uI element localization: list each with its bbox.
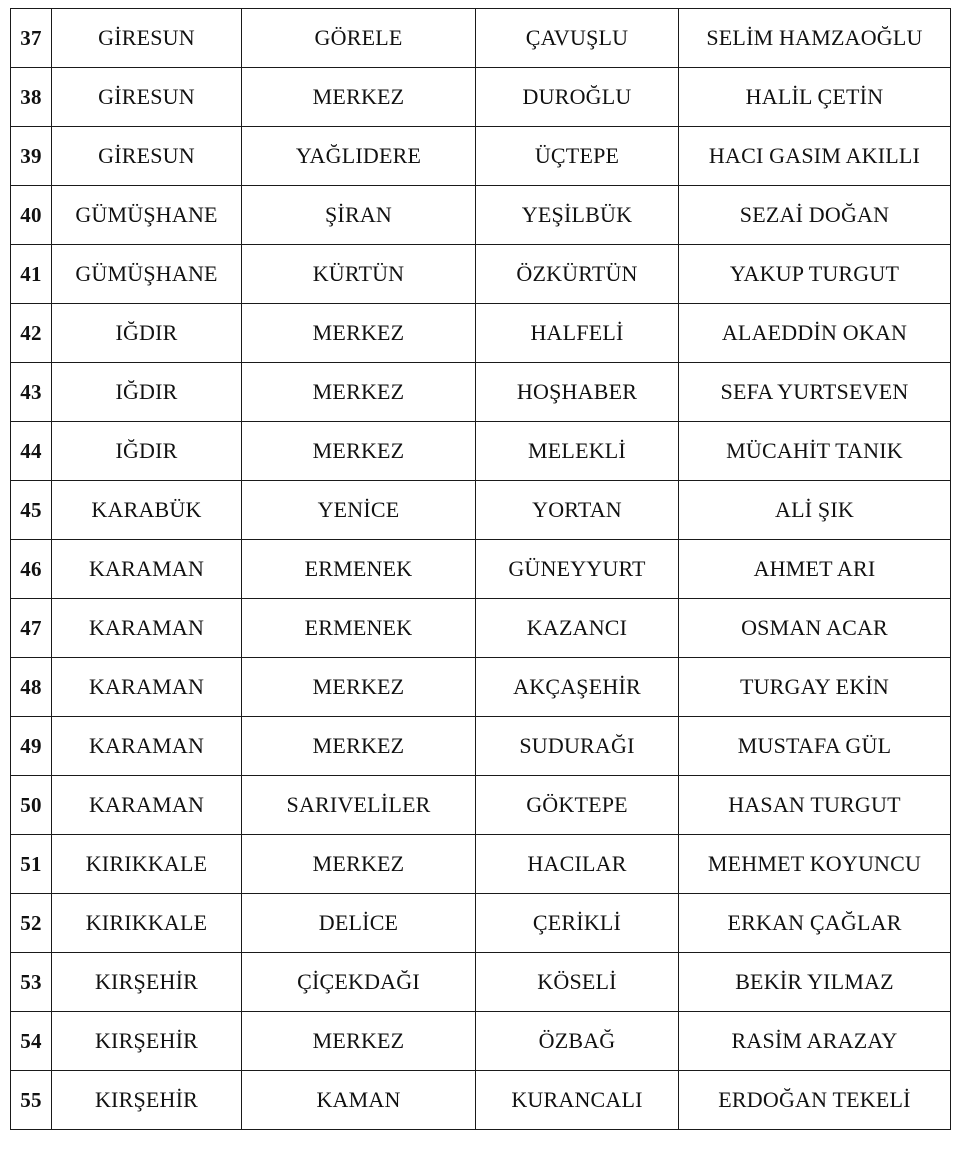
district-cell: YENİCE [242, 481, 476, 540]
table-row [11, 776, 951, 835]
person-name-cell: MÜCAHİT TANIK [679, 422, 951, 481]
person-name-cell: RASİM ARAZAY [679, 1012, 951, 1071]
province-cell: IĞDIR [52, 422, 242, 481]
row-number-cell: 44 [11, 422, 52, 481]
table-row [11, 835, 951, 894]
village-cell: KÖSELİ [476, 953, 679, 1012]
row-number-cell: 53 [11, 953, 52, 1012]
province-cell: KIRIKKALE [52, 894, 242, 953]
province-cell: GİRESUN [52, 127, 242, 186]
district-cell: YAĞLIDERE [242, 127, 476, 186]
district-cell: MERKEZ [242, 68, 476, 127]
person-name-cell: HACI GASIM AKILLI [679, 127, 951, 186]
person-name-cell: ERDOĞAN TEKELİ [679, 1071, 951, 1130]
table-row [11, 540, 951, 599]
person-name-cell: SELİM HAMZAOĞLU [679, 9, 951, 68]
person-name-cell: BEKİR YILMAZ [679, 953, 951, 1012]
person-name-cell: HALİL ÇETİN [679, 68, 951, 127]
province-cell: KARAMAN [52, 540, 242, 599]
person-name-cell: ALİ ŞIK [679, 481, 951, 540]
village-cell: GÖKTEPE [476, 776, 679, 835]
person-name-cell: SEZAİ DOĞAN [679, 186, 951, 245]
row-number-cell: 37 [11, 9, 52, 68]
row-number-cell: 42 [11, 304, 52, 363]
village-cell: YORTAN [476, 481, 679, 540]
person-name-cell: ALAEDDİN OKAN [679, 304, 951, 363]
village-cell: KURANCALI [476, 1071, 679, 1130]
province-cell: KARAMAN [52, 717, 242, 776]
table-row [11, 245, 951, 304]
row-number-cell: 49 [11, 717, 52, 776]
village-cell: ÖZKÜRTÜN [476, 245, 679, 304]
province-cell: GİRESUN [52, 68, 242, 127]
person-name-cell: OSMAN ACAR [679, 599, 951, 658]
table-row [11, 422, 951, 481]
village-cell: GÜNEYYURT [476, 540, 679, 599]
province-cell: KIRŞEHİR [52, 1071, 242, 1130]
village-cell: YEŞİLBÜK [476, 186, 679, 245]
province-cell: GÜMÜŞHANE [52, 245, 242, 304]
row-number-cell: 45 [11, 481, 52, 540]
province-cell: KIRIKKALE [52, 835, 242, 894]
district-cell: MERKEZ [242, 717, 476, 776]
person-name-cell: SEFA YURTSEVEN [679, 363, 951, 422]
row-number-cell: 52 [11, 894, 52, 953]
village-cell: MELEKLİ [476, 422, 679, 481]
village-cell: HACILAR [476, 835, 679, 894]
table-row [11, 304, 951, 363]
district-cell: ERMENEK [242, 540, 476, 599]
district-cell: ERMENEK [242, 599, 476, 658]
village-cell: ÜÇTEPE [476, 127, 679, 186]
district-cell: MERKEZ [242, 835, 476, 894]
table-row [11, 717, 951, 776]
province-cell: KIRŞEHİR [52, 953, 242, 1012]
table-row [11, 599, 951, 658]
table-row [11, 186, 951, 245]
district-cell: GÖRELE [242, 9, 476, 68]
row-number-cell: 51 [11, 835, 52, 894]
province-cell: GÜMÜŞHANE [52, 186, 242, 245]
district-cell: ÇİÇEKDAĞI [242, 953, 476, 1012]
village-cell: HOŞHABER [476, 363, 679, 422]
province-cell: KARAMAN [52, 776, 242, 835]
province-cell: GİRESUN [52, 9, 242, 68]
table-row [11, 363, 951, 422]
table-row [11, 127, 951, 186]
village-cell: ÇAVUŞLU [476, 9, 679, 68]
province-cell: IĞDIR [52, 304, 242, 363]
village-cell: AKÇAŞEHİR [476, 658, 679, 717]
district-cell: MERKEZ [242, 304, 476, 363]
village-cell: ÖZBAĞ [476, 1012, 679, 1071]
person-name-cell: MEHMET KOYUNCU [679, 835, 951, 894]
district-cell: MERKEZ [242, 1012, 476, 1071]
table-row [11, 658, 951, 717]
person-name-cell: MUSTAFA GÜL [679, 717, 951, 776]
district-cell: DELİCE [242, 894, 476, 953]
row-number-cell: 55 [11, 1071, 52, 1130]
row-number-cell: 50 [11, 776, 52, 835]
person-name-cell: HASAN TURGUT [679, 776, 951, 835]
row-number-cell: 48 [11, 658, 52, 717]
row-number-cell: 54 [11, 1012, 52, 1071]
province-cell: KARAMAN [52, 599, 242, 658]
person-name-cell: ERKAN ÇAĞLAR [679, 894, 951, 953]
table-row [11, 1012, 951, 1071]
row-number-cell: 46 [11, 540, 52, 599]
row-number-cell: 40 [11, 186, 52, 245]
province-cell: KARABÜK [52, 481, 242, 540]
row-number-cell: 41 [11, 245, 52, 304]
person-name-cell: AHMET ARI [679, 540, 951, 599]
table-row [11, 894, 951, 953]
province-cell: KARAMAN [52, 658, 242, 717]
results-table [10, 8, 951, 1130]
village-cell: KAZANCI [476, 599, 679, 658]
village-cell: ÇERİKLİ [476, 894, 679, 953]
row-number-cell: 39 [11, 127, 52, 186]
table-body [11, 9, 951, 1130]
province-cell: KIRŞEHİR [52, 1012, 242, 1071]
district-cell: MERKEZ [242, 658, 476, 717]
row-number-cell: 38 [11, 68, 52, 127]
village-cell: HALFELİ [476, 304, 679, 363]
district-cell: ŞİRAN [242, 186, 476, 245]
table-row [11, 9, 951, 68]
district-cell: SARIVELİLER [242, 776, 476, 835]
district-cell: MERKEZ [242, 422, 476, 481]
table-row [11, 68, 951, 127]
table-row [11, 1071, 951, 1130]
row-number-cell: 43 [11, 363, 52, 422]
table-row [11, 481, 951, 540]
person-name-cell: YAKUP TURGUT [679, 245, 951, 304]
village-cell: SUDURAĞI [476, 717, 679, 776]
person-name-cell: TURGAY EKİN [679, 658, 951, 717]
row-number-cell: 47 [11, 599, 52, 658]
table-row [11, 953, 951, 1012]
district-cell: KAMAN [242, 1071, 476, 1130]
province-cell: IĞDIR [52, 363, 242, 422]
village-cell: DUROĞLU [476, 68, 679, 127]
district-cell: KÜRTÜN [242, 245, 476, 304]
district-cell: MERKEZ [242, 363, 476, 422]
